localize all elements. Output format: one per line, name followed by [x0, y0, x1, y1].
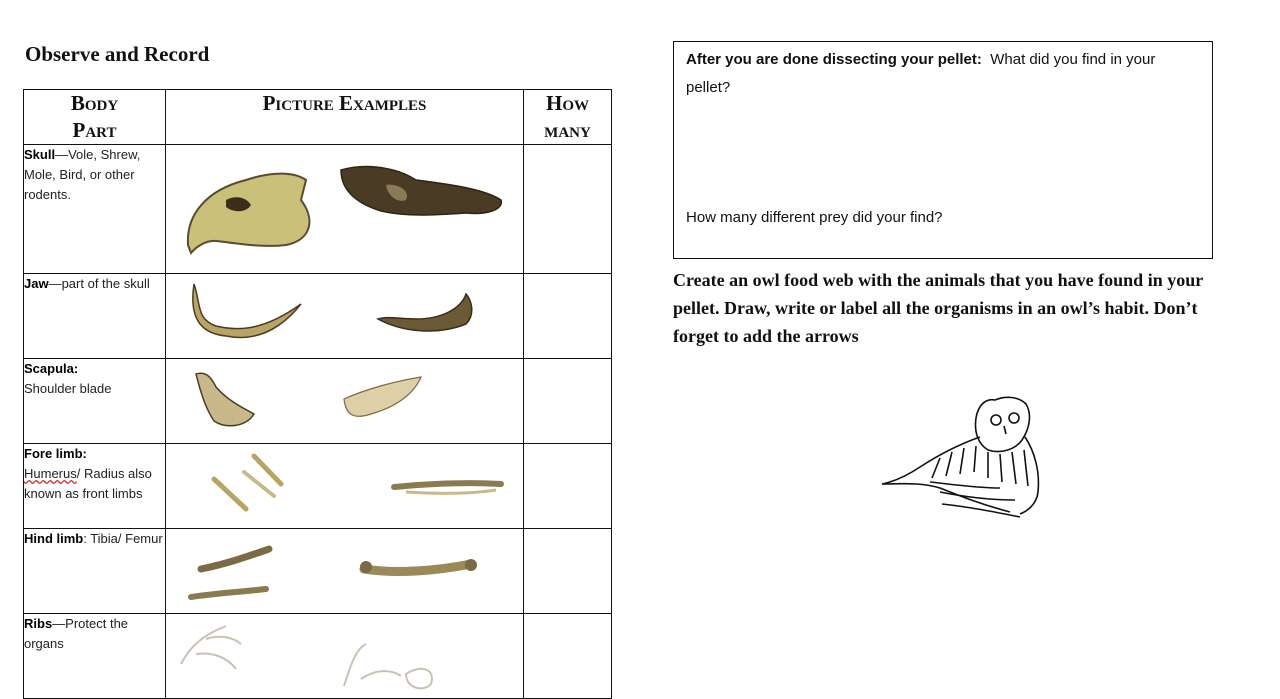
body-part-label: Scapula: Shoulder blade	[24, 359, 166, 444]
picture-examples-cell	[166, 529, 524, 614]
food-web-instructions: Create an owl food web with the animals that you have found in your pellet. Draw, write or label all the organisms in an owl’s habit. Don’t forget to add the arrows	[673, 270, 1203, 346]
picture-examples-cell	[166, 274, 524, 359]
table-row-jaw	[24, 274, 612, 359]
fore-limb-images	[166, 444, 523, 529]
table-row-skull	[24, 145, 612, 274]
body-part-label: Ribs—Protect the organs	[24, 614, 166, 699]
body-part-label: Jaw—part of the skull	[24, 274, 166, 359]
table-row-scapula	[24, 359, 612, 444]
picture-examples-cell	[166, 614, 524, 699]
hind-limb-images	[166, 529, 523, 614]
header-how-many: How many	[524, 90, 612, 145]
count-cell-jaw[interactable]	[524, 274, 612, 359]
owl-drawing	[880, 392, 1050, 520]
picture-examples-cell	[166, 145, 524, 274]
ribs-images	[166, 614, 523, 699]
table-row-ribs	[24, 614, 612, 699]
picture-examples-cell	[166, 359, 524, 444]
table-row-hind-limb	[24, 529, 612, 614]
table-header-row	[24, 90, 612, 145]
jaw-images	[166, 274, 523, 359]
findings-question: After you are done dissecting your pellet: What did you find in your pellet?	[686, 51, 1156, 96]
prey-count-question: How many different prey did your find?	[686, 209, 943, 226]
body-part-label: Fore limb: Humerus/ Radius also known as front limbs	[24, 444, 166, 529]
count-cell-scapula[interactable]	[524, 359, 612, 444]
header-body-part: Body Part	[24, 90, 166, 145]
count-cell-skull[interactable]	[524, 145, 612, 274]
picture-examples-cell	[166, 444, 524, 529]
body-part-label: Hind limb: Tibia/ Femur	[24, 529, 166, 614]
header-picture-examples: Picture Examples	[166, 90, 524, 145]
count-cell-hind-limb[interactable]	[524, 529, 612, 614]
findings-box[interactable]	[673, 41, 1213, 259]
skull-images	[166, 145, 523, 274]
body-part-label: Skull—Vole, Shrew, Mole, Bird, or other rodents.	[24, 145, 166, 274]
scapula-images	[166, 359, 523, 444]
count-cell-fore-limb[interactable]	[524, 444, 612, 529]
table-row-fore-limb	[24, 444, 612, 529]
worksheet-title: Observe and Record	[25, 42, 210, 66]
bone-table	[23, 89, 612, 699]
count-cell-ribs[interactable]	[524, 614, 612, 699]
